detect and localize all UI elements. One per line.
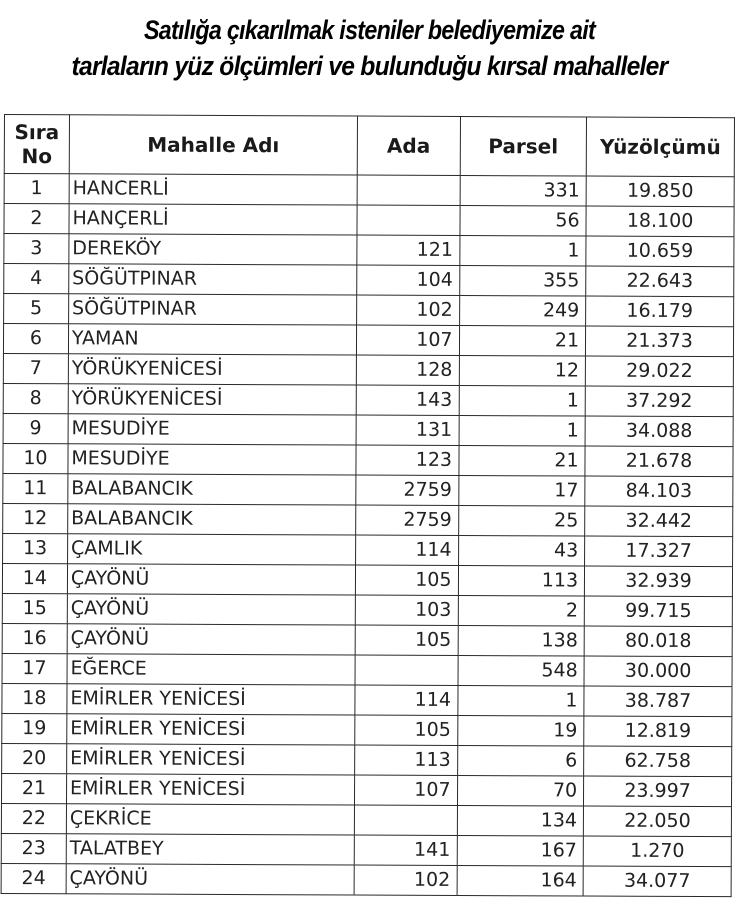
cell-yuzolcumu: 22.643 (586, 266, 734, 297)
cell-ada: 2759 (356, 505, 459, 535)
table-row (3, 473, 733, 506)
cell-ada: 141 (354, 835, 457, 865)
cell-yuzolcumu: 10.659 (586, 236, 734, 267)
cell-parsel: 249 (459, 295, 586, 326)
header-sira-line1: Sıra (14, 120, 60, 145)
cell-mahalle-adi: YÖRÜKYENİCESİ (68, 384, 356, 415)
cell-yuzolcumu: 34.088 (585, 416, 733, 447)
cell-mahalle-adi: DEREKÖY (69, 234, 357, 265)
cell-yuzolcumu: 21.373 (586, 326, 734, 357)
cell-ada: 128 (356, 355, 459, 385)
cell-ada: 114 (355, 685, 458, 715)
cell-yuzolcumu: 84.103 (585, 476, 733, 507)
cell-mahalle-adi: EMİRLER YENİCESİ (67, 714, 355, 745)
cell-parsel: 43 (458, 535, 585, 566)
cell-sira-no: 18 (2, 683, 67, 713)
cell-parsel: 12 (459, 355, 586, 386)
table-row (4, 204, 734, 237)
table-row (2, 623, 732, 656)
cell-sira-no: 16 (2, 623, 67, 653)
cell-sira-no: 13 (3, 533, 68, 563)
table-row (3, 533, 733, 566)
cell-sira-no: 4 (4, 264, 69, 294)
table-row (3, 324, 733, 357)
cell-sira-no: 10 (3, 443, 68, 473)
cell-parsel: 134 (457, 805, 584, 836)
cell-sira-no: 20 (2, 743, 67, 773)
cell-parsel: 25 (458, 505, 585, 536)
cell-mahalle-adi: MESUDİYE (68, 414, 356, 445)
table-row (2, 563, 732, 596)
cell-sira-no: 6 (3, 324, 68, 354)
header-sira-no (4, 115, 69, 174)
cell-yuzolcumu: 23.997 (584, 776, 732, 807)
cell-ada: 143 (356, 385, 459, 415)
cell-sira-no: 23 (1, 833, 66, 863)
header-sira-line2: No (21, 144, 53, 169)
cell-mahalle-adi: ÇEKRİCE (66, 804, 354, 835)
cell-yuzolcumu: 16.179 (586, 296, 734, 327)
cell-ada (355, 655, 458, 685)
table-row (2, 743, 732, 776)
cell-yuzolcumu: 80.018 (584, 626, 732, 657)
cell-ada: 114 (355, 535, 458, 565)
cell-parsel: 19 (457, 715, 584, 746)
cell-yuzolcumu: 19.850 (586, 176, 734, 207)
cell-sira-no: 11 (3, 473, 68, 503)
header-parsel: Parsel (460, 116, 587, 176)
table-header-row (4, 115, 734, 177)
cell-ada: 2759 (356, 475, 459, 505)
cell-parsel: 548 (458, 655, 585, 686)
header-yuzolcumu: Yüzölçümü (586, 117, 734, 177)
cell-parsel: 70 (457, 775, 584, 806)
cell-yuzolcumu: 22.050 (583, 806, 731, 837)
cell-parsel: 17 (458, 475, 585, 506)
cell-parsel: 167 (457, 835, 584, 866)
cell-mahalle-adi: TALATBEY (66, 834, 354, 865)
cell-yuzolcumu: 34.077 (583, 866, 731, 897)
table-row (2, 713, 732, 746)
cell-yuzolcumu: 62.758 (584, 746, 732, 777)
cell-mahalle-adi: YÖRÜKYENİCESİ (68, 354, 356, 385)
cell-yuzolcumu: 1.270 (583, 836, 731, 867)
cell-parsel: 138 (458, 625, 585, 656)
cell-ada: 113 (355, 745, 458, 775)
cell-parsel: 56 (460, 205, 587, 236)
cell-parsel: 21 (459, 325, 586, 356)
cell-mahalle-adi: SÖĞÜTPINAR (69, 264, 357, 295)
cell-ada: 102 (354, 865, 457, 895)
cell-ada (354, 805, 457, 835)
cell-yuzolcumu: 37.292 (585, 386, 733, 417)
title-line-2: tarlaların yüz ölçümleri ve bulunduğu kırsal mahalleler (71, 51, 668, 81)
cell-ada: 107 (356, 325, 459, 355)
cell-sira-no: 1 (4, 174, 69, 204)
cell-sira-no: 3 (4, 234, 69, 264)
cell-parsel: 1 (459, 385, 586, 416)
table-row (2, 593, 732, 626)
cell-yuzolcumu: 17.327 (585, 536, 733, 567)
table-row (4, 264, 734, 297)
cell-mahalle-adi: YAMAN (68, 324, 356, 355)
cell-mahalle-adi: EMİRLER YENİCESİ (66, 774, 354, 805)
table-row (4, 234, 734, 267)
table-row (3, 383, 733, 416)
cell-mahalle-adi: EMİRLER YENİCESİ (67, 684, 355, 715)
cell-yuzolcumu: 12.819 (584, 716, 732, 747)
cell-mahalle-adi: HANÇERLİ (69, 204, 357, 235)
cell-sira-no: 2 (4, 204, 69, 234)
cell-mahalle-adi: ÇAYÖNÜ (66, 864, 354, 895)
cell-ada: 123 (356, 445, 459, 475)
cell-yuzolcumu: 18.100 (586, 206, 734, 237)
cell-mahalle-adi: EMİRLER YENİCESİ (67, 744, 355, 775)
table-row (3, 443, 733, 476)
cell-sira-no: 17 (2, 653, 67, 683)
table-row (2, 683, 732, 716)
cell-parsel: 1 (459, 415, 586, 446)
cell-ada: 102 (357, 295, 460, 325)
cell-yuzolcumu: 38.787 (584, 686, 732, 717)
table-row (3, 413, 733, 446)
cell-sira-no: 24 (1, 863, 66, 893)
cell-ada (357, 205, 460, 235)
cell-parsel: 1 (457, 685, 584, 716)
cell-mahalle-adi: HANCERLİ (69, 174, 357, 205)
cell-sira-no: 9 (3, 413, 68, 443)
table-row (2, 653, 732, 686)
parcel-table (1, 114, 735, 897)
cell-parsel: 6 (457, 745, 584, 776)
header-mahalle-adi: Mahalle Adı (69, 115, 357, 175)
cell-ada: 105 (355, 625, 458, 655)
cell-yuzolcumu: 32.442 (585, 506, 733, 537)
cell-mahalle-adi: SÖĞÜTPINAR (69, 294, 357, 325)
cell-mahalle-adi: EĞERCE (67, 654, 355, 685)
cell-ada: 131 (356, 415, 459, 445)
cell-mahalle-adi: ÇAYÖNÜ (67, 624, 355, 655)
cell-mahalle-adi: ÇAYÖNÜ (67, 564, 355, 595)
cell-sira-no: 15 (2, 593, 67, 623)
table-row (4, 294, 734, 327)
table-row (1, 833, 731, 866)
table-row (1, 773, 731, 806)
table-row (1, 803, 731, 836)
cell-yuzolcumu: 21.678 (585, 446, 733, 477)
cell-yuzolcumu: 30.000 (584, 656, 732, 687)
header-ada: Ada (357, 116, 460, 175)
cell-sira-no: 8 (3, 383, 68, 413)
cell-sira-no: 19 (2, 713, 67, 743)
cell-sira-no: 12 (3, 503, 68, 533)
cell-sira-no: 21 (1, 773, 66, 803)
cell-yuzolcumu: 29.022 (585, 356, 733, 387)
cell-mahalle-adi: MESUDİYE (68, 444, 356, 475)
cell-ada: 103 (355, 595, 458, 625)
title-line-1: Satılığa çıkarılmak isteniler belediyemize ait (143, 15, 596, 45)
cell-ada: 104 (357, 265, 460, 295)
cell-mahalle-adi: ÇAMLIK (67, 534, 355, 565)
table-row (3, 353, 733, 386)
cell-parsel: 164 (457, 865, 584, 896)
cell-ada: 105 (355, 565, 458, 595)
cell-sira-no: 5 (4, 294, 69, 324)
cell-parsel: 331 (460, 175, 587, 206)
cell-sira-no: 22 (1, 803, 66, 833)
cell-parsel: 1 (459, 235, 586, 266)
table-row (4, 174, 734, 207)
cell-mahalle-adi: BALABANCIK (68, 474, 356, 505)
table-row (3, 503, 733, 536)
document-title (52, 12, 688, 84)
cell-sira-no: 7 (3, 353, 68, 383)
cell-parsel: 2 (458, 595, 585, 626)
cell-parsel: 113 (458, 565, 585, 596)
cell-yuzolcumu: 32.939 (585, 566, 733, 597)
cell-parsel: 355 (459, 265, 586, 296)
cell-sira-no: 14 (2, 563, 67, 593)
cell-ada: 121 (357, 235, 460, 265)
table-row (1, 863, 731, 896)
cell-ada: 107 (354, 775, 457, 805)
cell-mahalle-adi: BALABANCIK (68, 504, 356, 535)
cell-parsel: 21 (458, 445, 585, 476)
cell-ada (357, 175, 460, 205)
cell-mahalle-adi: ÇAYÖNÜ (67, 594, 355, 625)
cell-ada: 105 (355, 715, 458, 745)
cell-yuzolcumu: 99.715 (584, 596, 732, 627)
